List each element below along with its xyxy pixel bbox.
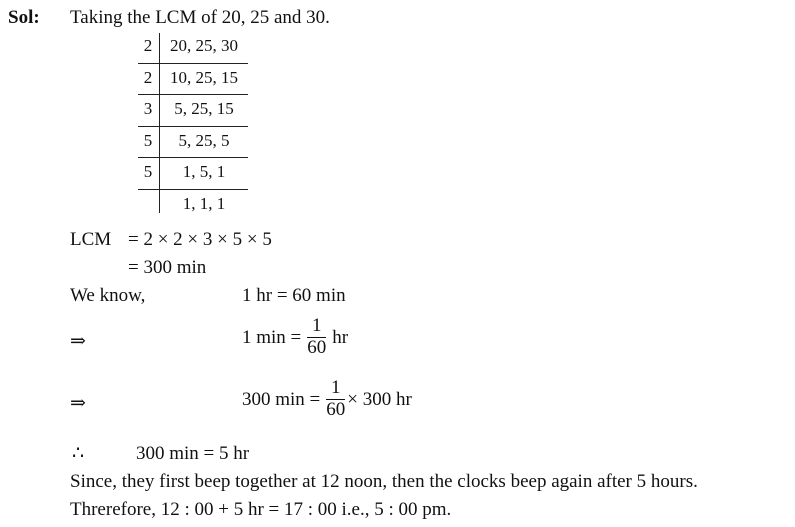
dividends: 20, 25, 30 (170, 36, 238, 55)
step-three-hundred-minutes (242, 378, 412, 421)
implies-icon: ⇒ (70, 393, 86, 414)
lcm-label: LCM (70, 229, 112, 250)
step1-right: hr (332, 326, 349, 348)
divisor: 3 (143, 99, 153, 118)
hour-minute-fact: 1 hr = 60 min (242, 285, 346, 306)
numerator: 1 (326, 378, 345, 400)
divisor: 2 (143, 36, 153, 55)
divisor: 2 (143, 67, 153, 87)
step1-left: 1 min = (242, 326, 302, 348)
table-row (138, 63, 248, 95)
denominator: 60 (326, 398, 346, 420)
final-result: 300 min = 5 hr (136, 443, 250, 464)
step-one-minute (242, 316, 348, 359)
divisor: 5 (143, 162, 153, 181)
lcm-product: = 2 × 2 × 3 × 5 × 5 (128, 229, 272, 250)
table-row (138, 32, 248, 63)
lcm-result: = 300 min (128, 257, 207, 278)
implies-icon: ⇒ (70, 331, 86, 352)
dividends: 1, 1, 1 (182, 193, 226, 213)
dividends: 1, 5, 1 (182, 162, 226, 181)
table-row (138, 126, 248, 158)
intro-text: Taking the LCM of 20, 25 and 30. (70, 7, 330, 28)
therefore-icon: ∴ (72, 443, 85, 464)
fraction-one-sixtieth (307, 316, 326, 359)
answer-line: Threrefore, 12 : 00 + 5 hr = 17 : 00 i.e., 5 : 00 pm. (70, 499, 452, 520)
divisor: 5 (143, 130, 153, 150)
solution-label: Sol: (8, 7, 40, 28)
numerator: 1 (307, 316, 326, 338)
table-row (138, 189, 248, 221)
dividends: 5, 25, 5 (178, 130, 230, 150)
step2-left: 300 min = (242, 388, 321, 410)
table-row (138, 94, 248, 126)
we-know-text: We know, (70, 285, 146, 306)
step2-right: × 300 hr (347, 388, 412, 410)
explanation-line: Since, they first beep together at 12 noon, then the clocks beep again after 5 hours. (70, 471, 698, 492)
fraction-one-sixtieth (326, 378, 345, 421)
division-table (138, 32, 248, 220)
dividends: 10, 25, 15 (170, 67, 238, 87)
dividends: 5, 25, 15 (174, 99, 234, 118)
table-row (138, 157, 248, 189)
denominator: 60 (307, 336, 327, 358)
